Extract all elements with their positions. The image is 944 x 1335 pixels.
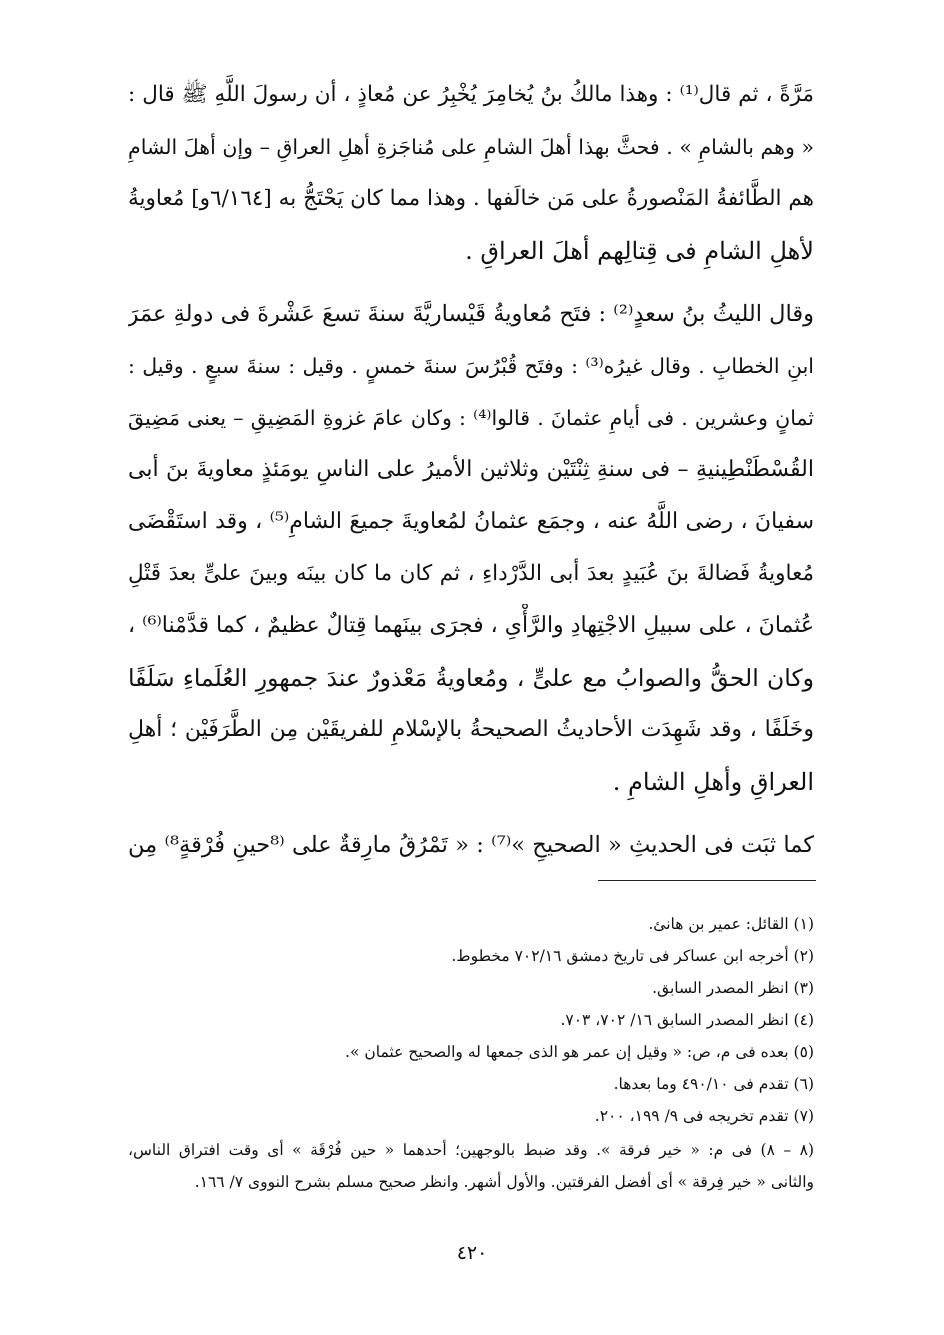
footnote: (٦) تقدم فى ٤٩٠/١٠ وما بعدها. xyxy=(613,1075,814,1093)
body-line: وقال الليثُ بنُ سعدٍ⁽²⁾ : فتَح مُعاويةُ قَيْساريَّةَ سنةَ تسعَ عَشْرةَ فى دولةِ عمَرَ xyxy=(128,301,814,327)
body-line: مَرَّةً ، ثم قال⁽¹⁾ : وهذا مالكُ بنُ يُخامِرَ يُخْبِرُ عن مُعاذٍ ، أن رسولَ اللَّهِ ﷺ قال : xyxy=(128,82,814,107)
body-line: لأهلِ الشامِ فى قِتالِهم أهلَ العراقِ . xyxy=(465,237,814,265)
body-line: مُعاويةُ فَضالةَ بنَ عُبَيدٍ بعدَ أبى الدَّرْداءِ ، ثم كان ما كان بينَه وبينَ علىٍّ بعدَ قَتْلِ xyxy=(128,561,814,586)
body-line: القُسْطَنْطِينيةِ – فى سنةِ ثِنْتَيْن وثلاثين الأميرُ على الناسِ يومَئذٍ معاويةَ بنَ أبى xyxy=(128,457,814,482)
body-line: سفيانَ ، رضى اللَّهُ عنه ، وجمَع عثمانُ لمُعاويةَ جميعَ الشامِ⁽⁵⁾ ، وقد استَقْضَى xyxy=(128,509,814,534)
body-line: وخَلَفًا ، وقد شَهِدَت الأحاديثُ الصحيحةُ بالإسْلامِ للفريقَيْن مِن الطَّرَفَيْن ؛ أهلِ xyxy=(128,717,814,742)
body-line: كما ثبَت فى الحديثِ « الصحيحِ »⁽⁷⁾ : « تَمْرُقُ مارِقةٌ على ⁽⁸حينِ فُرْقةٍ⁸⁾ مِن xyxy=(128,832,814,858)
footnote: (٥) بعده فى م، ص: « وقيل إن عمر هو الذى جمعها له والصحيح عثمان ». xyxy=(345,1043,814,1061)
footnote: (٤) انظر المصدر السابق ١٦/ ٧٠٢، ٧٠٣. xyxy=(560,1011,814,1029)
body-line: ثمانٍ وعشرين . فى أيامِ عثمانَ . قالوا⁽⁴⁾ : وكان عامَ غزوةِ المَضِيقِ – يعنى مَضِيقَ xyxy=(128,406,814,430)
footnote: (٨ – ٨) فى م: « خير فرقة ». وقد ضبط بالوجهين؛ أحدهما « حين فُرْقَة » أى وقت افتراق الناس، xyxy=(128,1141,814,1159)
body-line: العراقِ وأهلِ الشامِ . xyxy=(612,768,814,796)
body-line: وكان الحقُّ والصوابُ مع علىٍّ ، ومُعاويةُ مَعْذورٌ عندَ جمهورِ العُلَماءِ سَلَفًا xyxy=(128,664,814,692)
footnote: (١) القائل: عمير بن هانئ. xyxy=(648,915,814,933)
footnote: (٧) تقدم تخريجه فى ٩/ ١٩٩، ٢٠٠. xyxy=(594,1107,814,1125)
footnote-continuation: والثانى « خير فِرقة » أى أفضل الفرقتين. والأول أشهر. وانظر صحيح مسلم بشرح النووى ٧/ ١٦٦. xyxy=(194,1173,814,1191)
page-number: ٤٢٠ xyxy=(456,1242,488,1264)
body-line: ابنِ الخطابِ . وقال غيرُه⁽³⁾ : وفتَح قُبْرُسَ سنةَ خمسٍ . وقيل : سنةَ سبعٍ . وقيل : xyxy=(128,354,814,378)
footnote-separator xyxy=(598,880,816,881)
footnote: (٢) أخرجه ابن عساكر فى تاريخ دمشق ٧٠٢/١٦ مخطوط. xyxy=(451,947,814,965)
body-line: « وهم بالشامِ » . فحثَّ بهذا أهلَ الشامِ على مُناجَزةِ أهلِ العراقِ – وإن أهلَ الشامِ xyxy=(128,135,814,159)
body-line: عُثمانَ ، على سبيلِ الاجْتِهادِ والرَّأْىِ ، فجرَى بينَهما قِتالٌ عظيمٌ ، كما قدَّمْنا⁽⁶⁾ ، xyxy=(128,613,814,638)
footnote: (٣) انظر المصدر السابق. xyxy=(652,979,814,997)
body-line: هم الطَّائفةُ المَنْصورةُ على مَن خالَفها . وهذا مما كان يَحْتَجُّ به [٦/١٦٤و] مُعاويةُ xyxy=(128,186,814,211)
